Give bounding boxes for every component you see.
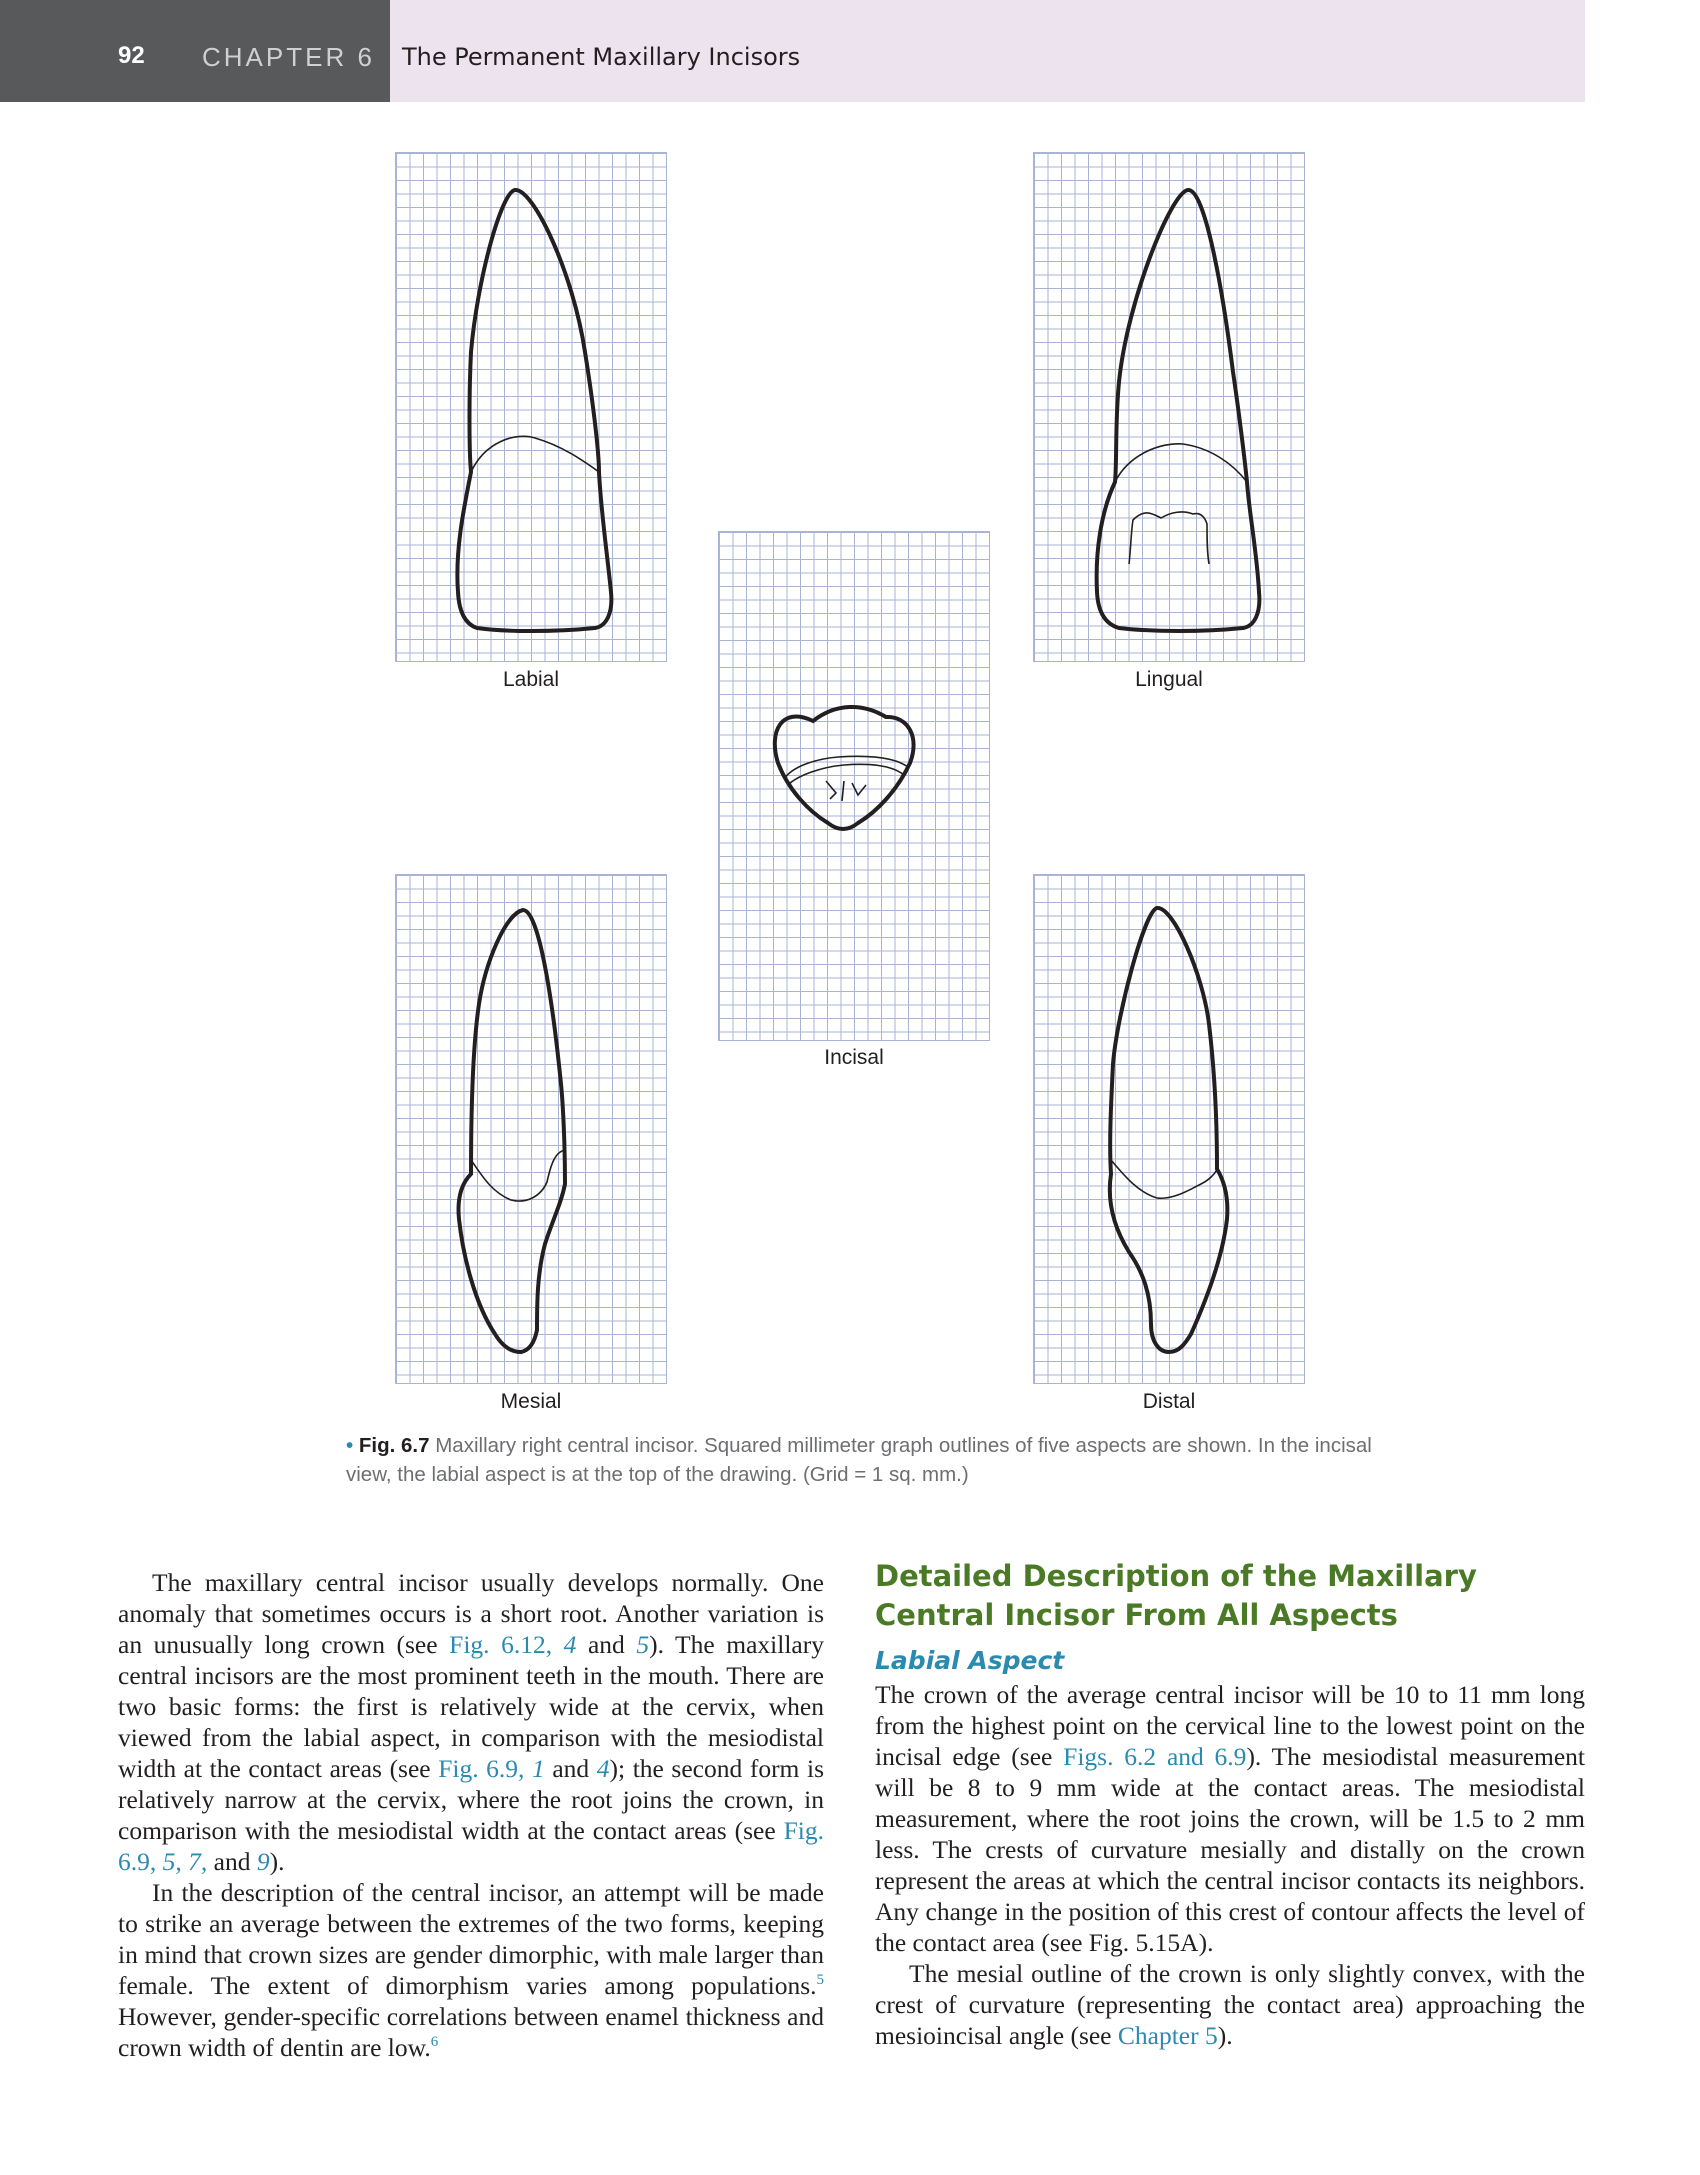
- right-column: [875, 1557, 1585, 2051]
- chapter-label: CHAPTER 6: [202, 42, 375, 72]
- label-incisal: Incisal: [824, 1046, 884, 1069]
- labial-tooth-outline: [395, 152, 665, 660]
- label-mesial: Mesial: [500, 1390, 562, 1413]
- caption-bullet: •: [346, 1434, 354, 1457]
- reference-5[interactable]: 5: [816, 1972, 824, 1988]
- link-fig-6-12[interactable]: Fig. 6.12, 4: [449, 1630, 577, 1659]
- right-paragraph-1: The crown of the average central incisor will be 10 to 11 mm long from the highest point on the cervical line to the lowest point on the incisal edge (see Figs. 6.2 and 6.9). The mesiodistal measurement will be 8 to 9 mm wide at the contact areas. The mesiodistal measurement, where the root joins the crown, will be 1.5 to 2 mm less. The crests of curvature mesially and distally on the crown represent the areas at which the central incisor contacts its neighbors. Any change in the position of this crest of contour affects the level of the contact area (see Fig. 5.15A).: [875, 1680, 1585, 1957]
- mesial-tooth-outline-drawing: [395, 874, 665, 1382]
- link-fig-6-9-4[interactable]: 4: [596, 1754, 610, 1783]
- reference-6[interactable]: 6: [430, 2034, 439, 2050]
- left-column: [118, 1567, 824, 2063]
- caption-figure-number: Fig. 6.7: [358, 1434, 430, 1457]
- incisal-tooth-outline: [718, 531, 988, 1039]
- left-paragraph-1: The maxillary central incisor usually develops normally. One anomaly that sometimes occurs is a short root. Another variation is an unusually long crown (see Fig. 6.12, 4 and 5). The maxillary central incisors are the most prominent teeth in the mouth. There are two basic forms: the first is relatively wide at the cervix, when viewed from the labial aspect, in comparison with the mesiodistal width at the contact areas (see Fig. 6.9, 1 and 4); the second form is relatively narrow at the cervix, where the root joins the crown, in comparison with the mesiodistal width at the contact areas (see Fig. 6.9, 5, 7, and 9).: [118, 1568, 824, 1876]
- distal-tooth-outline: [1033, 874, 1303, 1382]
- link-fig-6-9-9[interactable]: 9: [256, 1847, 270, 1876]
- caption-text: Maxillary right central incisor. Squared millimeter graph outlines of five aspects are shown. In the incisal view, the labial aspect is at the top of the drawing. (Grid = 1 sq. mm.): [346, 1434, 1372, 1486]
- section-heading: Detailed Description of the Maxillary Central Incisor From All Aspects: [875, 1559, 1477, 1632]
- label-lingual: Lingual: [1135, 668, 1203, 691]
- left-paragraph-2: In the description of the central incisor, an attempt will be made to strike an average between the extremes of the two forms, keeping in mind that crown sizes are gender dimorphic, with male larger than female. The extent of dimorphism varies among populations.$^5$ However, gender-specific correlations between enamel thickness and crown width of dentin are low.$^6$: [118, 1878, 824, 2062]
- link-fig-6-12-5[interactable]: 5: [636, 1630, 650, 1659]
- subheading-labial-aspect: Labial Aspect: [875, 1646, 1065, 1675]
- label-distal: Distal: [1142, 1390, 1196, 1413]
- link-fig-6-9-a[interactable]: Fig. 6.9, 1: [438, 1754, 545, 1783]
- right-paragraph-2: The mesial outline of the crown is only slightly convex, with the crest of curvature (representing the contact area) approaching the mesioincisal angle (see Chapter 5).: [875, 1959, 1585, 2050]
- page-number: 92: [118, 42, 145, 69]
- link-figs-6-2-6-9[interactable]: Figs. 6.2 and 6.9: [1063, 1742, 1247, 1771]
- figure-caption: [346, 1431, 1376, 1489]
- label-labial: Labial: [502, 668, 560, 691]
- link-chapter-5[interactable]: Chapter 5: [1117, 2021, 1218, 2050]
- chapter-title: The Permanent Maxillary Incisors: [402, 43, 801, 71]
- link-fig-6-9-b[interactable]: Fig. 6.9, 5, 7,: [118, 1816, 824, 1876]
- lingual-tooth-outline: [1033, 152, 1303, 660]
